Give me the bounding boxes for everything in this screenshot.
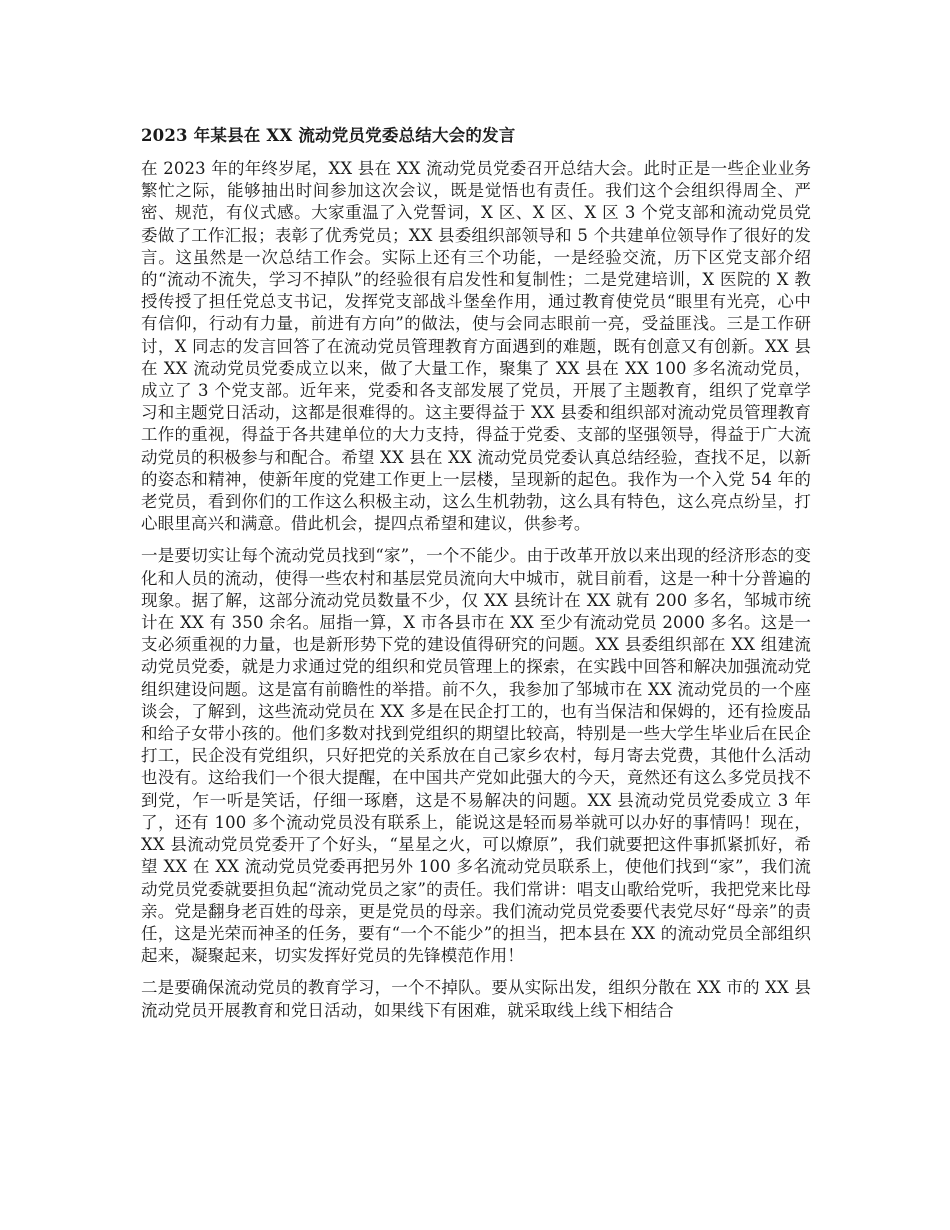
paragraph-point-two: 二是要确保流动党员的教育学习，一个不掉队。要从实际出发，组织分散在 XX 市的 XX 县流动党员开展教育和党日活动，如果线下有困难，就采取线上线下相结合 xyxy=(141,978,811,1020)
paragraph-point-one: 一是要切实让每个流动党员找到“家”，一个不能少。由于改革开放以来出现的经济形态的变化和人员的流动，使得一些农村和基层党员流向大中城市，就目前看，这是一种十分普遍的现象。据了解，这部分流动党员数量不少，仅 XX 县统计在 XX 就有 200 多名，邹城市统计在 XX 有 350 余名。屈指一算，X 市各县市在 XX 至少有流动党员 2000 多名。这是一支必须重视的力量，也是新形势下党的建设值得研究的问题。XX 县委组织部在 XX 组建流动党员党委，就是力求通过党的组织和党员管理上的探索，在实践中回答和解决加强流动党组织建设问题。这是富有前瞻性的举措。前不久，我参加了邹城市在 XX 流动党员的一个座谈会，了解到，这些流动党员在 XX 多是在民企打工的，也有当保洁和保姆的，还有捡废品和给子女带小孩的。他们多数对找到党组织的期望比较高，特别是一些大学生毕业后在民企打工，民企没有党组织，只好把党的关系放在自己家乡农村，每月寄去党费，其他什么活动也没有。这给我们一个很大提醒，在中国共产党如此强大的今天，竟然还有这么多党员找不到党，乍一听是笑话，仔细一琢磨，这是不易解决的问题。XX 县流动党员党委成立 3 年了，还有 100 多个流动党员没有联系上，能说这是轻而易举就可以办好的事情吗！现在，XX 县流动党员党委开了个好头，“星星之火，可以燎原”，我们就要把这件事抓紧抓好，希望 XX 在 XX 流动党员党委再把另外 100 多名流动党员联系上，使他们找到“家”，我们流动党员党委就要担负起“流动党员之家”的责任。我们常讲：唱支山歌给党听，我把党来比母亲。党是翻身老百姓的母亲，更是党员的母亲。我们流动党员党委要代表党尽好“母亲”的责任，这是光荣而神圣的任务，要有“一个不能少”的担当，把本县在 XX 的流动党员全部组织起来，凝聚起来，切实发挥好党员的先锋模范作用！ xyxy=(141,546,811,966)
paragraph-intro: 在 2023 年的年终岁尾，XX 县在 XX 流动党员党委召开总结大会。此时正是一些企业业务繁忙之际，能够抽出时间参加这次会议，既是觉悟也有责任。我们这个会组织得周全、严密、规范，有仪式感。大家重温了入党誓词，X 区、X 区、X 区 3 个党支部和流动党员党委做了工作汇报；表彰了优秀党员；XX 县委组织部领导和 5 个共建单位领导作了很好的发言。这虽然是一次总结工作会。实际上还有三个功能，一是经验交流，历下区党支部介绍的“流动不流失，学习不掉队”的经验很有启发性和复制性；二是党建培训，X 医院的 X 教授传授了担任党总支书记，发挥党支部战斗堡垒作用，通过教育使党员“眼里有光亮，心中有信仰，行动有力量，前进有方向”的做法，使与会同志眼前一亮，受益匪浅。三是工作研讨，X 同志的发言回答了在流动党员管理教育方面遇到的难题，既有创意又有创新。XX 县在 XX 流动党员党委成立以来，做了大量工作，聚集了 XX 县在 XX 100 多名流动党员，成立了 3 个党支部。近年来，党委和各支部发展了党员，开展了主题教育，组织了党章学习和主题党日活动，这都是很难得的。这主要得益于 XX 县委和组织部对流动党员管理教育工作的重视，得益于各共建单位的大力支持，得益于党委、支部的坚强领导，得益于广大流动党员的积极参与和配合。希望 XX 县在 XX 流动党员党委认真总结经验，查找不足，以新的姿态和精神，使新年度的党建工作更上一层楼，呈现新的起色。我作为一个入党 54 年的老党员，看到你们的工作这么积极主动，这么生机勃勃，这么具有特色，这么亮点纷呈，打心眼里高兴和满意。借此机会，提四点希望和建议，供参考。 xyxy=(141,159,811,534)
document-page xyxy=(141,124,811,1032)
document-title: 2023 年某县在 XX 流动党员党委总结大会的发言 xyxy=(141,126,516,145)
